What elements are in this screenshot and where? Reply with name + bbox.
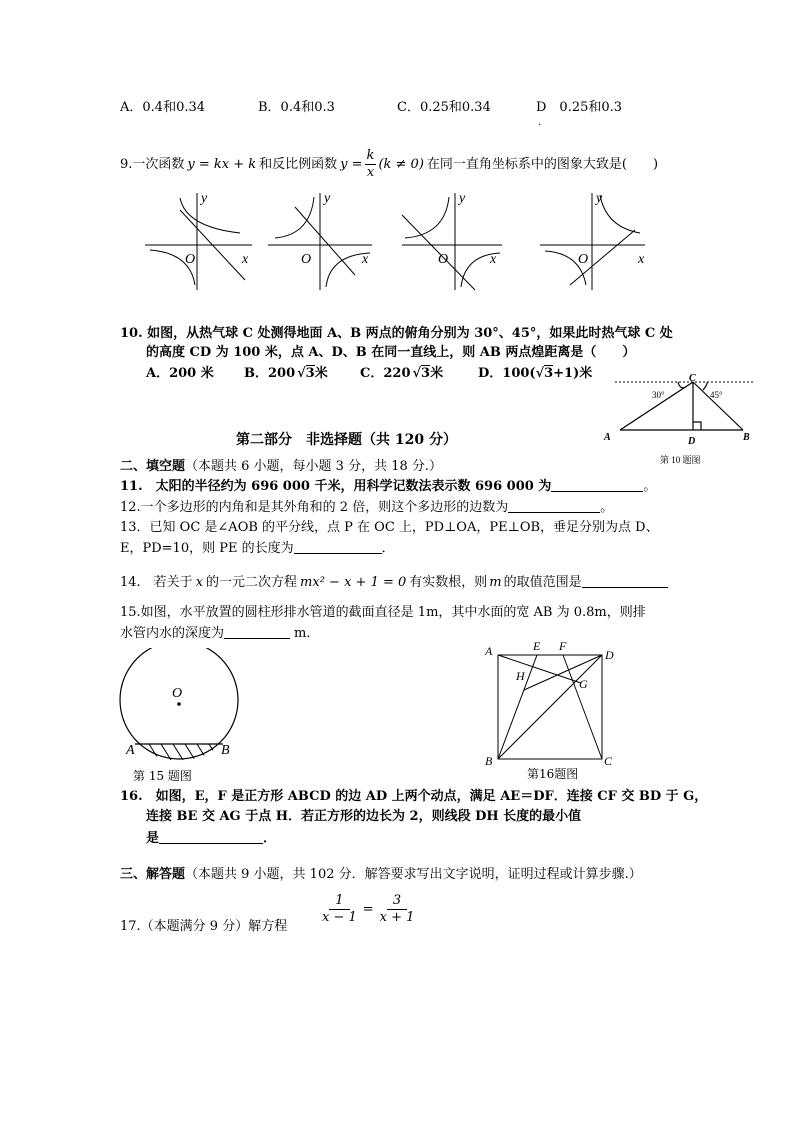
- q12: 12.一个多边形的内角和是其外角和的 2 倍，则这个多边形的边数为 。: [120, 500, 614, 515]
- q10-line1: 10. 如图，从热气球 C 处测得地面 A、B 两点的俯角分别为 30°、45°，如果此时热气球 C 处: [120, 326, 673, 341]
- q16-answer-blank[interactable]: [159, 829, 263, 844]
- q13-line1: 13．已知 OC 是∠AOB 的平分线，点 P 在 OC 上，PD⊥OA，PE⊥OB，垂足分别为点 D、: [120, 520, 659, 535]
- q16-label-d: D: [605, 648, 614, 662]
- q12-answer-blank[interactable]: [508, 498, 600, 513]
- q10-option-a: A．200 米: [146, 366, 214, 381]
- q9-graph-c: [402, 193, 502, 290]
- section3-heading: 三、解答题（本题共 9 小题，共 102 分．解答要求写出文字说明，证明过程或计算步骤.）: [120, 867, 642, 882]
- graph-d-x-label: x: [638, 252, 645, 267]
- q11-answer-blank[interactable]: [551, 477, 643, 492]
- q17-text: 17.（本题满分 9 分）解方程: [120, 919, 288, 934]
- q9-mid: 和反比例函数: [259, 156, 338, 172]
- q9-graph-d: [540, 193, 645, 290]
- q13-line2: E，PD=10，则 PE 的长度为 ．: [120, 541, 395, 556]
- graph-c-y-label: y: [459, 191, 466, 206]
- q10-label-b: B: [743, 432, 750, 443]
- graph-c-x-label: x: [490, 252, 497, 267]
- q9-frac-num: k: [366, 148, 375, 163]
- q16-line1: 16. 如图，E，F 是正方形 ABCD 的边 AD 上两个动点，满足 AE＝DF．连接 CF 交 BD 于 G，: [120, 789, 708, 804]
- q10-line2: 的高度 CD 为 100 米，点 A、D、B 在同一直线上，则 AB 两点煌距离是（ ）: [146, 345, 636, 360]
- q10-option-d: D．100(√3+1)米: [478, 366, 593, 381]
- graph-a-x-label: x: [242, 252, 249, 267]
- part2-title: 第二部分 非选择题（共 120 分）: [236, 432, 457, 448]
- q17-rhs-fraction: $\frac{3}{x + 1}$: [379, 893, 415, 925]
- q16-figure: [480, 638, 620, 783]
- q16-line2: 连接 BE 交 AG 于点 H．若正方形的边长为 2，则线段 DH 长度的最小值: [146, 809, 582, 824]
- q9-prefix: 9.一次函数: [120, 156, 185, 172]
- q15-label-o: O: [172, 686, 183, 701]
- graph-a-origin: O: [185, 252, 196, 267]
- q8-option-d: D 0.25和0.3: [536, 100, 623, 115]
- q16-label-h: H: [516, 669, 525, 683]
- q8-option-c: C．0.25和0.34: [397, 100, 491, 115]
- graph-c-origin: O: [438, 252, 449, 267]
- sqrt-sign: √: [535, 366, 545, 381]
- q16-caption: 第16题图: [527, 767, 579, 781]
- q15-label-b: B: [221, 743, 230, 758]
- q8-option-a: A．0.4和0.34: [120, 100, 206, 115]
- q9-frac-den: x: [366, 165, 375, 180]
- section2-heading: 二、填空题（本题共 6 小题，每小题 3 分，共 18 分.）: [120, 459, 443, 474]
- q17-equation: $\frac{1}{x - 1}$ = $\frac{3}{x + 1}$: [322, 893, 415, 925]
- graph-d-origin: O: [578, 252, 589, 267]
- q16-label-g: G: [579, 677, 588, 691]
- q15-line1: 15.如图，水平放置的圆柱形排水管道的截面直径是 1m，其中水面的宽 AB 为 0.8m，则排: [120, 605, 646, 620]
- q16-line3: 是 ．: [146, 831, 277, 846]
- q16-label-c: C: [604, 754, 613, 768]
- q15-figure: [115, 648, 250, 768]
- q9-stem: [120, 148, 658, 181]
- q10-angle-45: 45°: [710, 390, 723, 400]
- graph-b-y-label: y: [324, 191, 331, 206]
- q8-option-b: B．0.4和0.3: [258, 100, 335, 115]
- q15-label-a: A: [126, 743, 135, 758]
- q15-answer-blank[interactable]: [224, 624, 290, 639]
- graph-b-x-label: x: [362, 252, 369, 267]
- center-point: [177, 702, 181, 706]
- q15-caption: 第 15 题图: [133, 769, 192, 783]
- q10-option-c: C．220 √3米: [360, 366, 444, 381]
- q10-label-c: C: [689, 373, 696, 384]
- sqrt-sign: √: [412, 366, 422, 381]
- q10-label-a: A: [604, 432, 611, 443]
- q10-option-b: B．200 √3米: [244, 366, 328, 381]
- q9-graphs: [140, 185, 670, 295]
- q10-label-d: D: [688, 436, 696, 447]
- q11: 11. 太阳的半径约为 696 000 千米，用科学记数法表示数 696 000 为 。: [120, 479, 657, 494]
- q14-answer-blank[interactable]: [582, 573, 668, 588]
- q9-graph-b: [268, 193, 372, 290]
- graph-b-origin: O: [301, 252, 312, 267]
- q13-answer-blank[interactable]: [294, 539, 382, 554]
- graph-d-y-label: y: [596, 191, 603, 206]
- decorative-dot: ·: [538, 120, 542, 131]
- q16-label-f: F: [559, 639, 567, 653]
- sqrt-sign: √: [297, 366, 306, 381]
- q9-condition: (k ≠ 0): [378, 156, 424, 172]
- q16-label-e: E: [533, 639, 541, 653]
- q9-linear-function: y = kx + k: [187, 156, 257, 172]
- q15-line2: 水管内水的深度为 m．: [120, 626, 320, 641]
- q17-lhs-fraction: $\frac{1}{x - 1}$: [322, 893, 357, 925]
- q9-inverse-lhs: y =: [340, 156, 363, 172]
- q14: 14. 若关于 x 的一元二次方程 mx² − x + 1 = 0 有实数根，则 m 的取值范围是: [120, 573, 668, 592]
- q10-angle-30: 30°: [652, 390, 665, 400]
- q9-suffix: 在同一直角坐标系中的图象大致是( ): [426, 156, 659, 172]
- q10-caption: 第 10 题图: [660, 455, 701, 465]
- q16-label-a: A: [485, 644, 493, 658]
- q9-inverse-fraction: [365, 148, 377, 181]
- q9-graph-a: [145, 193, 252, 290]
- graph-a-y-label: y: [201, 191, 208, 206]
- q10-figure: [600, 372, 760, 467]
- q16-label-b: B: [485, 754, 493, 768]
